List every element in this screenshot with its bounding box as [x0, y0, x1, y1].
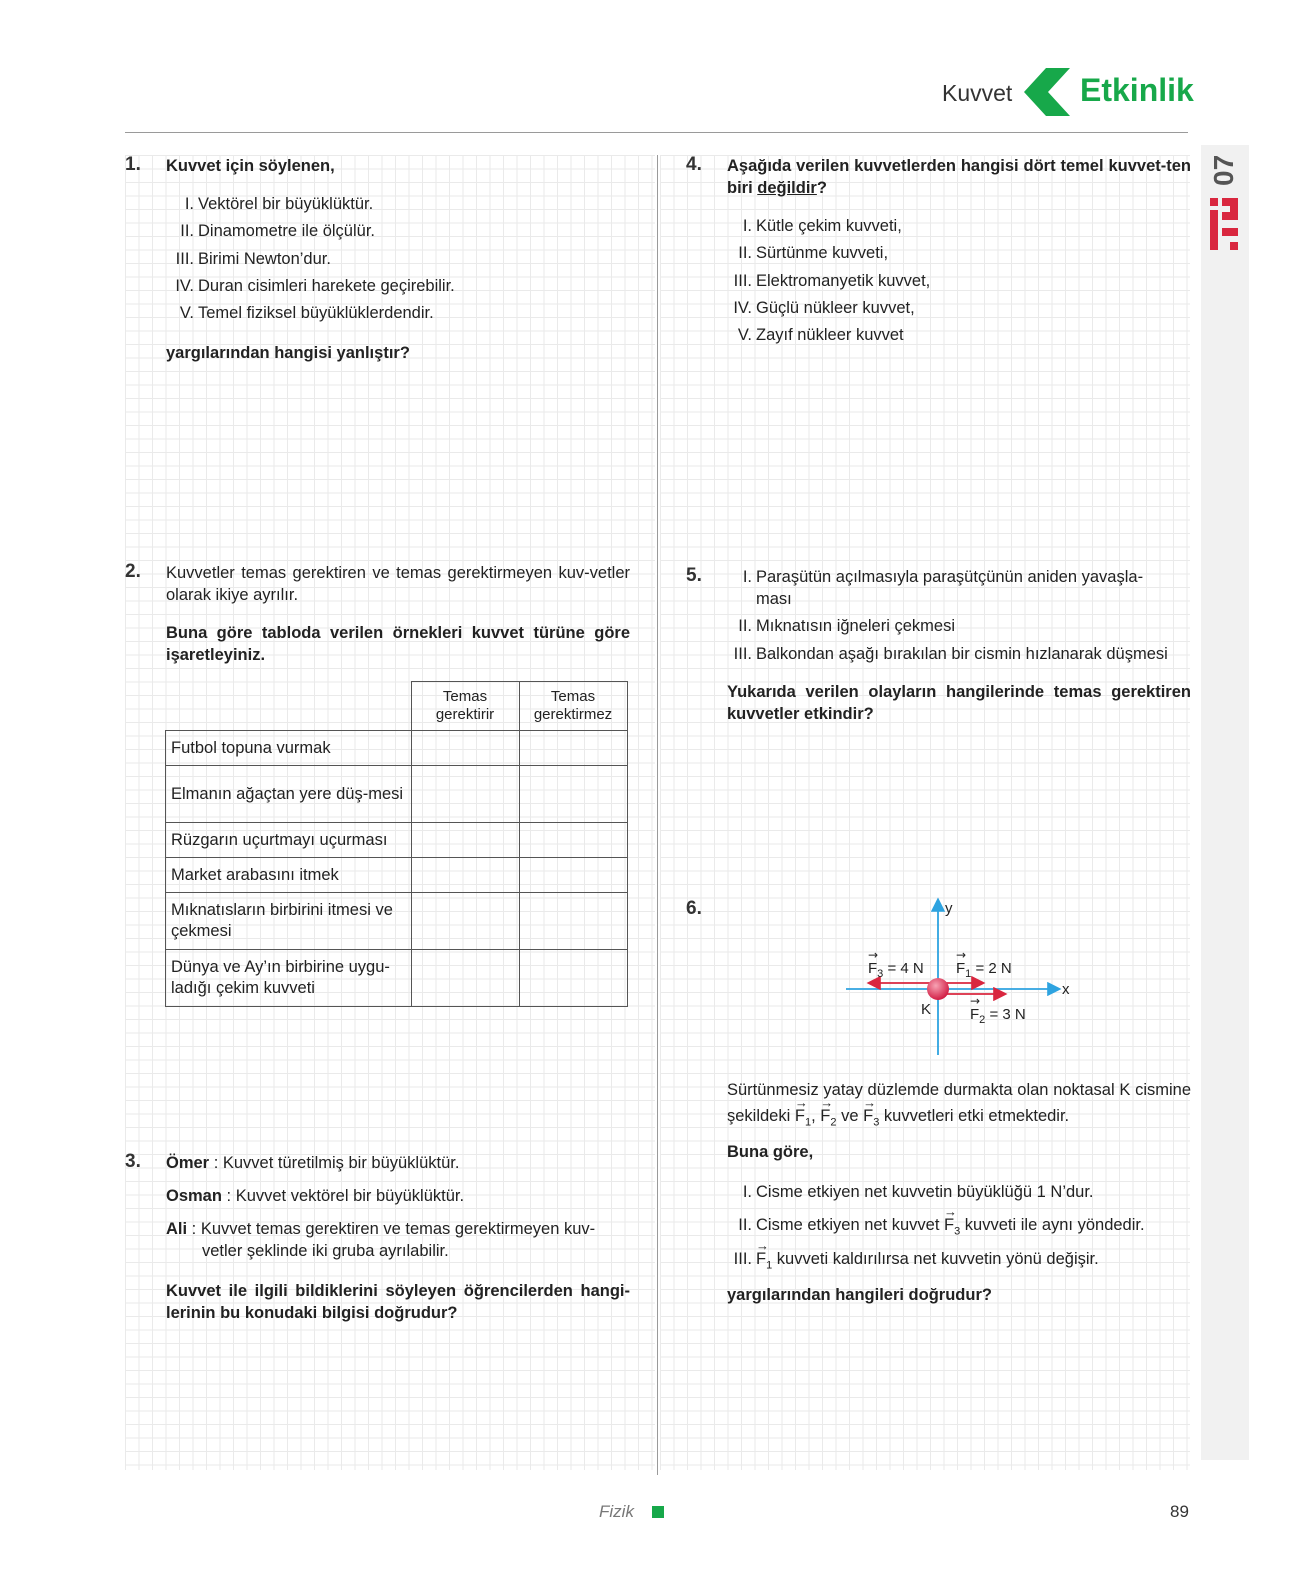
q4-item-1: I. Kütle çekim kuvveti, — [742, 217, 902, 235]
q6-item-3: $III.\to F_1$ kuvveti kaldırılırsa net kuvvetin yönü değişir. — [706, 1248, 1099, 1276]
table-header-contact: Temas gerektirir — [411, 682, 519, 731]
q1-item-2: II. Dinamometre ile ölçülür. — [180, 222, 375, 240]
table-header-noncontact: Temas gerektirmez — [519, 682, 627, 731]
point-mass-k — [927, 978, 949, 1000]
q4-intro: Aşağıda verilen kuvvetlerden hangisi dört temel kuvvet-ten biri değildir? — [727, 157, 1191, 197]
footer-square-icon — [652, 1506, 664, 1518]
q2-intro: Kuvvetler temas gerektiren ve temas gerektirmeyen kuv-vetler olarak ikiye ayrılır. — [166, 564, 630, 604]
q1-item-4: IV. Duran cisimleri harekete geçirebilir. — [175, 277, 455, 295]
q6-item-2: II. Cisme etkiyen net kuvvet → $F_3$ kuvveti ile aynı yöndedir. — [706, 1214, 1145, 1242]
q1-number: 1. — [125, 154, 141, 175]
table-row: Market arabasını itmek — [166, 858, 412, 893]
q6-number: 6. — [686, 898, 702, 919]
q4-item-3: III. Elektromanyetik kuvvet, — [733, 272, 931, 290]
q6-question: yargılarından hangileri doğrudur? — [727, 1286, 992, 1304]
point-label: K — [921, 1001, 932, 1018]
header-title: Etkinlik — [1080, 72, 1194, 108]
q3-question: Kuvvet ile ilgili bildiklerini söyleyen öğrencilerden hangi-lerinin bu konudaki bilgisi doğrudur? — [166, 1282, 630, 1322]
q6-item-1: I. Cisme etkiyen net kuvvetin büyüklüğü 1 N’dur. — [742, 1183, 1094, 1201]
page-number: 89 — [1170, 1502, 1189, 1521]
table-cell-noncontact[interactable] — [519, 893, 627, 950]
q4-number: 4. — [686, 154, 702, 175]
x-axis-label: x — [1062, 981, 1070, 998]
table-row: Futbol topuna vurmak — [166, 731, 412, 766]
table-cell-contact[interactable] — [411, 893, 519, 950]
q1-item-5: V. Temel fiziksel büyüklüklerdendir. — [179, 304, 434, 322]
f3-vector-mark: → — [868, 948, 879, 962]
header-section: Kuvvet — [942, 80, 1013, 106]
footer-subject: Fizik — [599, 1502, 634, 1521]
table-cell-noncontact[interactable] — [519, 823, 627, 858]
q5-item-1: I. Paraşütün açılmasıyla paraşütçünün aniden yavaşla- ması — [742, 568, 1144, 608]
chevron-left-icon — [1024, 68, 1070, 116]
classification-table — [165, 681, 628, 1007]
q6-description: Sürtünmesiz yatay düzlemde durmakta olan noktasal K cismine şekildeki → $F_1$, → $F_2$ ve → $F_3$ kuvvetleri etki etmektedir. — [727, 1077, 1191, 1135]
table-row: Mıknatısların birbirini itmesi ve çekmesi — [166, 893, 412, 950]
q5-question: Yukarıda verilen olayların hangilerinde temas gerektiren kuvvetler etkindir? — [727, 683, 1191, 723]
q1-item-3: III. Birimi Newton’dur. — [175, 250, 331, 268]
f1-vector-mark: → — [956, 948, 967, 962]
force-diagram — [840, 895, 1080, 1060]
q2-question: Buna göre tabloda verilen örnekleri kuvvet türüne göre işaretleyiniz. — [166, 624, 630, 664]
q3-number: 3. — [125, 1151, 141, 1172]
q5-number: 5. — [686, 565, 702, 586]
table-cell-contact[interactable] — [411, 823, 519, 858]
side-strip — [1201, 145, 1249, 1460]
table-cell-noncontact[interactable] — [519, 858, 627, 893]
column-divider — [657, 155, 658, 1475]
q4-item-5: V. Zayıf nükleer kuvvet — [737, 326, 904, 344]
table-cell-contact[interactable] — [411, 950, 519, 1007]
q1-item-1: I. Vektörel bir büyüklüktür. — [184, 195, 374, 213]
q4-item-2: II. Sürtünme kuvveti, — [738, 244, 889, 262]
table-cell-noncontact[interactable] — [519, 950, 627, 1007]
q1-intro: Kuvvet için söylenen, — [166, 157, 335, 175]
q5-item-3: III. Balkondan aşağı bırakılan bir cismin hızlanarak düşmesi — [733, 645, 1168, 663]
q4-item-4: IV. Güçlü nükleer kuvvet, — [733, 299, 915, 317]
q3-statement-osman: Osman : Kuvvet vektörel bir büyüklüktür. — [166, 1187, 465, 1205]
q3-statement-omer: Ömer : Kuvvet türetilmiş bir büyüklüktür. — [166, 1154, 460, 1172]
q3-statement-ali: Ali : Kuvvet temas gerektiren ve temas gerektirmeyen kuv- vetler şeklinde iki gruba ayrılabilir. — [166, 1220, 596, 1260]
logo-icon — [1208, 198, 1242, 254]
table-row: Dünya ve Ay’ın birbirine uygu-ladığı çekim kuvveti — [166, 950, 412, 1007]
f1-label: $F_1 = 2$ N — [956, 960, 1012, 980]
table-cell-contact[interactable] — [411, 858, 519, 893]
side-number: 07 — [1208, 154, 1239, 186]
table-cell-contact[interactable] — [411, 731, 519, 766]
q1-question: yargılarından hangisi yanlıştır? — [166, 344, 410, 362]
f2-label: $F_2 = 3$ N — [970, 1006, 1026, 1026]
f2-vector-mark: → — [970, 994, 981, 1008]
table-cell-noncontact[interactable] — [519, 731, 627, 766]
q2-number: 2. — [125, 561, 141, 582]
table-row: Rüzgarın uçurtmayı uçurması — [166, 823, 412, 858]
table-cell-noncontact[interactable] — [519, 766, 627, 823]
header-divider — [125, 132, 1188, 133]
y-axis-label: y — [945, 900, 953, 917]
table-cell-contact[interactable] — [411, 766, 519, 823]
f3-label: $F_3 = 4$ N — [868, 960, 924, 980]
q5-item-2: II. Mıknatısın iğneleri çekmesi — [738, 617, 955, 635]
q6-lead: Buna göre, — [727, 1143, 814, 1161]
table-row: Elmanın ağaçtan yere düş-mesi — [166, 766, 412, 823]
